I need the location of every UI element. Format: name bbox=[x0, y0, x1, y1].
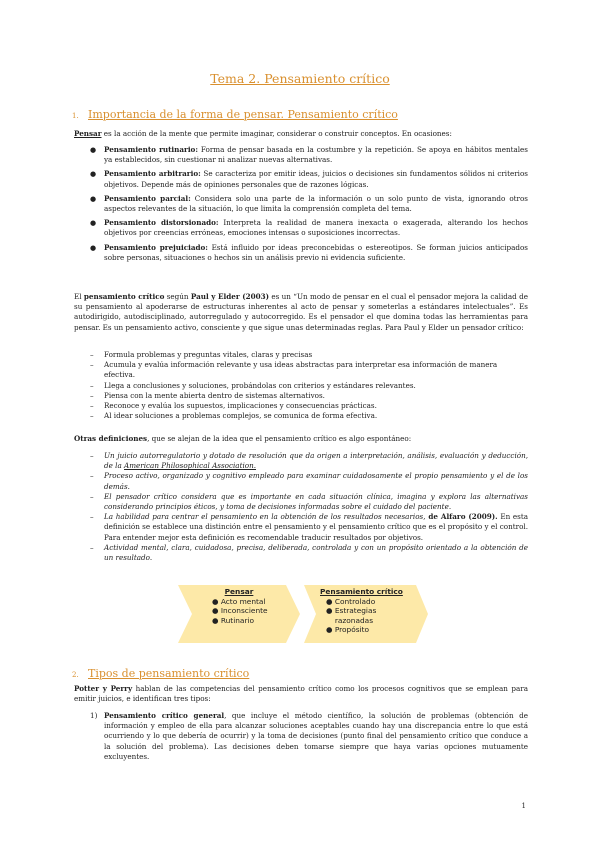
bullet-text: Forma de pensar basada en la costumbre y la repetición. Se apoya en hábitos mentales ya establecidos, sin cuestionar ni analizar nuevas alternativas. bbox=[104, 145, 528, 165]
pensar-item: Rutinario bbox=[220, 615, 255, 625]
pensar-item: Acto mental bbox=[220, 596, 266, 606]
list-item-text: Acumula y evalúa información relevante y usa ideas abstractas para interpretar esa información de manera efectiva. bbox=[104, 360, 498, 380]
definition-text: El pensador crítico considera que es importante en cada situación clínica, imagina y explora las alternativas considerando principios éticos, y toma de decisiones informadas sobre el cuidado del paciente. bbox=[104, 491, 528, 512]
pensar-title: Pensar bbox=[224, 587, 254, 596]
dash-marker: – bbox=[90, 390, 94, 400]
bullet-term: Pensamiento distorsionado: bbox=[104, 218, 219, 228]
type-1-item bbox=[90, 711, 528, 762]
list-item bbox=[90, 471, 528, 491]
bullet-text: Interpreta la realidad de manera inexacta o exagerada, alterando los hechos objetivos por creencias erróneas, emociones intensas o suposiciones incorrectas. bbox=[104, 218, 528, 238]
bullet-text: Está influido por ideas preconcebidas o estereotipos. Se forman juicios anticipados sobre personas, situaciones o hechos sin un análisis previo ni evidencia suficiente. bbox=[104, 242, 528, 262]
author-citation: de Alfaro (2009). bbox=[425, 512, 498, 522]
list-item: ● Inconsciente bbox=[212, 606, 268, 616]
author-citation: Paul y Elder (2003) bbox=[190, 292, 270, 301]
dash-marker: – bbox=[90, 360, 94, 370]
pensar-box bbox=[200, 587, 290, 625]
bullet-icon: ● bbox=[90, 170, 97, 179]
section-2-heading bbox=[72, 667, 249, 682]
type-term: Pensamiento crítico general bbox=[104, 711, 225, 720]
bullet-icon: ● bbox=[90, 146, 97, 154]
list-item bbox=[90, 492, 528, 512]
list-item: ● Controlado bbox=[326, 596, 376, 606]
critical-thinking-box bbox=[320, 587, 420, 635]
definition-text: Actividad mental, clara, cuidadosa, precisa, deliberada, controlada y con un propósito orientado a la obtención de un resultado. bbox=[104, 542, 528, 563]
text-fragment: , que se alejan de la idea que el pensamiento crítico es algo espontáneo: bbox=[147, 434, 412, 443]
pensar-item: Inconsciente bbox=[220, 606, 268, 616]
list-item-text: Llega a conclusiones y soluciones, probándolas con criterios y estándares relevantes. bbox=[104, 380, 416, 390]
bullet-term: Pensamiento parcial: bbox=[104, 193, 191, 203]
definition-text: Un juicio autorregulatorio y dotado de resolución que da origen a interpretación, análisis, evaluación y deducción, de la bbox=[104, 451, 528, 471]
list-item bbox=[90, 381, 528, 391]
dash-marker: – bbox=[90, 380, 94, 390]
types-intro-paragraph bbox=[74, 684, 528, 704]
other-definitions-term: Otras definiciones bbox=[74, 434, 148, 443]
list-item bbox=[90, 360, 528, 380]
dash-marker: – bbox=[90, 411, 94, 421]
dash-marker: – bbox=[90, 350, 94, 359]
type-text: , que incluye el método científico, la solución de problemas (obtención de información y empleo de ella para alcanzar soluciones aceptables cuando hay una discrepancia entre lo que está ocurriendo y lo que debería de ocurrir) y la toma de decisiones (punto final del pensamiento crítico que conduce a la solución del problema). Las decisiones deben tomarse siempre que haya varias opciones mutuamente excluyentes. bbox=[104, 711, 528, 761]
list-item bbox=[90, 350, 528, 360]
dash-marker: – bbox=[90, 542, 94, 552]
section-2-title: Tipos de pensamiento crítico bbox=[88, 667, 250, 680]
list-item: ● Propósito bbox=[326, 625, 370, 635]
dash-marker: – bbox=[90, 512, 94, 522]
dash-marker: – bbox=[90, 471, 94, 481]
section-1-title: Importancia de la forma de pensar. Pensamiento crítico bbox=[88, 108, 398, 121]
critical-thinking-title: Pensamiento crítico bbox=[320, 587, 403, 596]
bullet-term: Pensamiento arbitrario: bbox=[104, 169, 201, 179]
list-item bbox=[90, 218, 528, 238]
text-fragment: hablan de las competencias del pensamiento crítico como los procesos cognitivos que se emplean para emitir juicios, e identifican tres tipos: bbox=[74, 684, 528, 704]
list-item bbox=[90, 194, 528, 214]
page-number: 1 bbox=[521, 802, 526, 810]
dash-marker: – bbox=[90, 401, 94, 411]
dash-marker: – bbox=[90, 451, 94, 460]
text-fragment: es un “Un modo de pensar en el cual el pensador mejora la calidad de su pensamiento al apoderarse de estructuras inherentes al acto de pensar y someterlas a estándares intelectuales”. Es autodirigido, autodisciplinado, autorregulado y autocorregido. Es el pensador el que domina todas las herramientas para pensar. Es un pensamiento activo, consciente y que sigue unas determinadas reglas. Para Paul y Elder un pensador crítico: bbox=[74, 292, 528, 332]
text-fragment: según bbox=[164, 292, 191, 301]
item-number: 1) bbox=[90, 711, 98, 720]
list-item: ● Estrategias razonadas bbox=[320, 606, 400, 625]
list-item bbox=[90, 411, 528, 421]
bullet-term: Pensamiento prejuiciado: bbox=[104, 242, 208, 252]
bullet-icon: ● bbox=[90, 243, 97, 252]
apa-link[interactable]: American Philosophical Association. bbox=[124, 461, 257, 471]
list-item: ● Acto mental bbox=[212, 596, 266, 606]
list-item bbox=[90, 401, 528, 411]
page-title: Tema 2. Pensamiento crítico bbox=[210, 71, 390, 86]
intro-term: Pensar bbox=[74, 129, 102, 138]
definition-paragraph bbox=[74, 292, 528, 333]
thinking-types-list bbox=[90, 145, 528, 267]
list-item bbox=[90, 145, 528, 165]
bullet-icon: ● bbox=[90, 194, 97, 203]
list-item bbox=[90, 391, 528, 401]
author-citation: Potter y Perry bbox=[74, 684, 133, 693]
definition-text: Proceso activo, organizado y cognitivo empleado para examinar cuidadosamente el propio pensamiento y el de los demás. bbox=[104, 471, 528, 491]
section-2-number: 2. bbox=[72, 671, 79, 679]
list-item-text: Reconoce y evalúa los supuestos, implicaciones y consecuencias prácticas. bbox=[104, 401, 377, 411]
other-definitions-intro bbox=[74, 434, 528, 444]
list-item bbox=[90, 543, 528, 563]
intro-text: es la acción de la mente que permite imaginar, considerar o construir conceptos. En ocasiones: bbox=[101, 129, 452, 138]
list-item bbox=[90, 451, 528, 471]
critical-thinker-list bbox=[90, 350, 528, 421]
critical-item: Propósito bbox=[334, 625, 370, 635]
definition-text: La habilidad para centrar el pensamiento en la obtención de los resultados necesarios, bbox=[104, 512, 426, 522]
list-item bbox=[90, 512, 528, 543]
critical-item: Estrategias razonadas bbox=[334, 606, 377, 625]
list-item-text: Al idear soluciones a problemas complejos, se comunica de forma efectiva. bbox=[104, 411, 378, 421]
bullet-text: Considera solo una parte de la información o un solo punto de vista, ignorando otros aspectos relevantes de la situación, lo que limita la comprensión completa del tema. bbox=[104, 193, 528, 214]
critical-thinking-term: pensamiento crítico bbox=[83, 292, 165, 301]
section-1-heading bbox=[72, 108, 398, 123]
intro-paragraph bbox=[74, 129, 528, 139]
dash-marker: – bbox=[90, 491, 94, 501]
list-item bbox=[90, 243, 528, 263]
critical-item: Controlado bbox=[334, 596, 376, 606]
list-item: ● Rutinario bbox=[212, 615, 255, 625]
list-item-text: Piensa con la mente abierta dentro de sistemas alternativos. bbox=[104, 390, 325, 400]
bullet-text: Se caracteriza por emitir ideas, juicios o decisiones sin fundamentos sólidos ni criterios objetivos. Depende más de opiniones personales que de razones lógicas. bbox=[104, 169, 528, 189]
bullet-term: Pensamiento rutinario: bbox=[104, 145, 198, 154]
list-item-text: Formula problemas y preguntas vitales, claras y precisas bbox=[104, 350, 313, 359]
definitions-list bbox=[90, 451, 528, 563]
definition-text: En esta definición se establece una distinción entre el pensamiento y el pensamiento crítico que es el propósito y el control. Para entender mejor esta definición es recomendable traducir resultados por objetivos. bbox=[104, 512, 528, 542]
section-1-number: 1. bbox=[72, 112, 79, 120]
list-item bbox=[90, 169, 528, 189]
text-fragment: El bbox=[74, 292, 84, 301]
bullet-icon: ● bbox=[90, 219, 97, 228]
